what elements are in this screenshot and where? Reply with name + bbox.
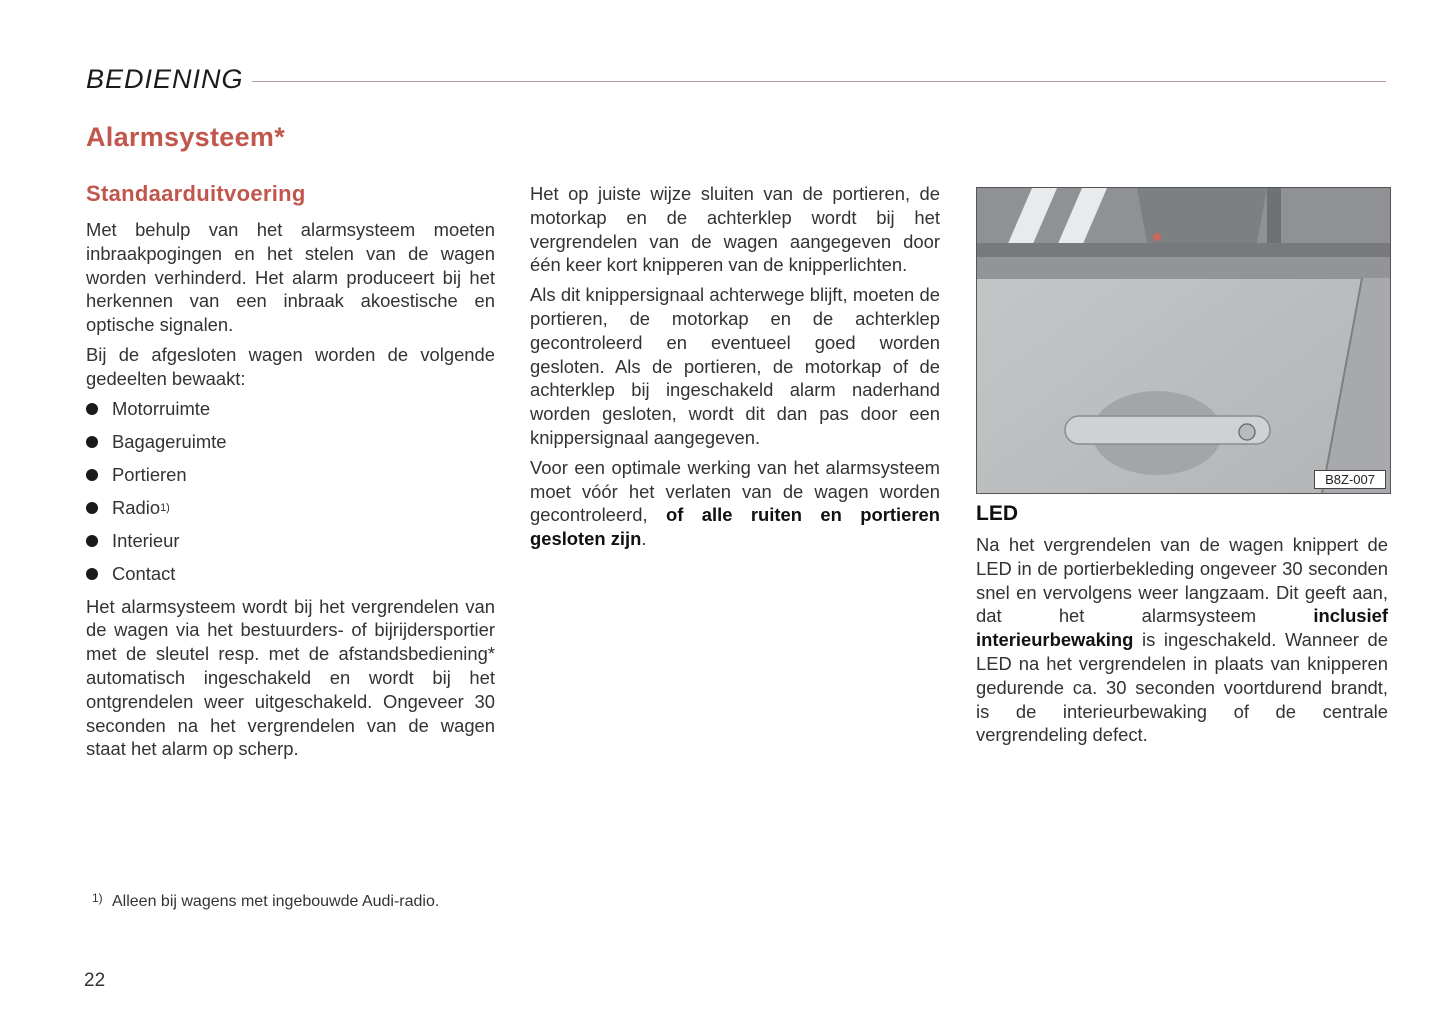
footnote — [92, 891, 492, 913]
paragraph: Als dit knippersignaal achterwege blijft, moeten de portieren, de motorkap en de achterklep gecontroleerd en eventueel goed worden gesloten. Als de portieren, de motorkap of de achterklep bij ingeschakeld alarm naderhand worden gesloten, wordt dit dan pas door een knippersignaal aangegeven. — [530, 284, 940, 448]
list-item: Portieren — [86, 459, 495, 492]
column-3 — [976, 533, 1388, 753]
paragraph: Voor een optimale werking van het alarmsysteem moet vóór het verlaten van de wagen worden gecontroleerd, of alle ruiten en portieren gesloten zijn. — [530, 456, 940, 550]
list-item: Radio 1) — [86, 492, 495, 525]
bullet-icon — [86, 403, 98, 415]
subsection-title: Standaarduitvoering — [86, 181, 306, 206]
paragraph: Het alarmsysteem wordt bij het vergrendelen van de wagen via het bestuurders- of bijrijdersportier met de sleutel resp. met de afstandsbediening* automatisch ingeschakeld en wordt bij het ontgrendelen weer uitgeschakeld. Ongeveer 30 seconden na het vergrendelen van de wagen staat het alarm op scherp. — [86, 595, 495, 760]
paragraph: Met behulp van het alarmsysteem moeten inbraakpogingen en het stelen van de wagen worden verhinderd. Het alarm produceert bij het herkennen van een inbraak akoestische en optische signalen. — [86, 219, 495, 336]
column-2 — [530, 182, 940, 557]
door-handle-illustration — [976, 187, 1391, 494]
led-heading: LED — [976, 502, 1018, 525]
bullet-icon — [86, 568, 98, 580]
header-divider — [252, 81, 1386, 82]
bullet-icon — [86, 535, 98, 547]
emphasis: inclusief interieurbewaking — [976, 605, 1388, 651]
car-door-image — [977, 188, 1390, 493]
bullet-icon — [86, 436, 98, 448]
list-item: Interieur — [86, 525, 495, 558]
section-title: BEDIENING — [86, 63, 244, 94]
monitored-parts-list — [86, 393, 495, 591]
list-item: Contact — [86, 558, 495, 591]
page-header — [86, 62, 1386, 96]
page-number: 22 — [84, 970, 106, 991]
paragraph: Het op juiste wijze sluiten van de portieren, de motorkap en de achterklep wordt bij het vergrendelen van de wagen aangegeven door één keer kort knipperen van de knipperlichten. — [530, 183, 940, 276]
figure-label: B8Z-007 — [1314, 470, 1386, 489]
column-1 — [86, 218, 495, 767]
footnote-text: Alleen bij wagens met ingebouwde Audi-radio. — [112, 893, 440, 910]
bullet-icon — [86, 469, 98, 481]
page-title: Alarmsysteem* — [86, 122, 286, 152]
paragraph: Na het vergrendelen van de wagen knippert de LED in de portierbekleding ongeveer 30 seconden snel en vervolgens weer langzaam. Dit geeft aan, dat het alarmsysteem inclusief interieurbewaking is ingeschakeld. Wanneer de LED na het vergrendelen in plaats van knipperen gedurende ca. 30 seconden voortdurend brandt, is de interieurbewaking of de centrale vergrendeling defect. — [976, 534, 1388, 746]
list-item: Bagageruimte — [86, 426, 495, 459]
footnote-mark: 1) — [92, 891, 103, 905]
paragraph: Bij de afgesloten wagen worden de volgende gedeelten bewaakt: — [86, 343, 495, 389]
emphasis: of alle ruiten en portieren gesloten zijn — [530, 504, 940, 550]
list-item: Motorruimte — [86, 393, 495, 426]
bullet-icon — [86, 502, 98, 514]
